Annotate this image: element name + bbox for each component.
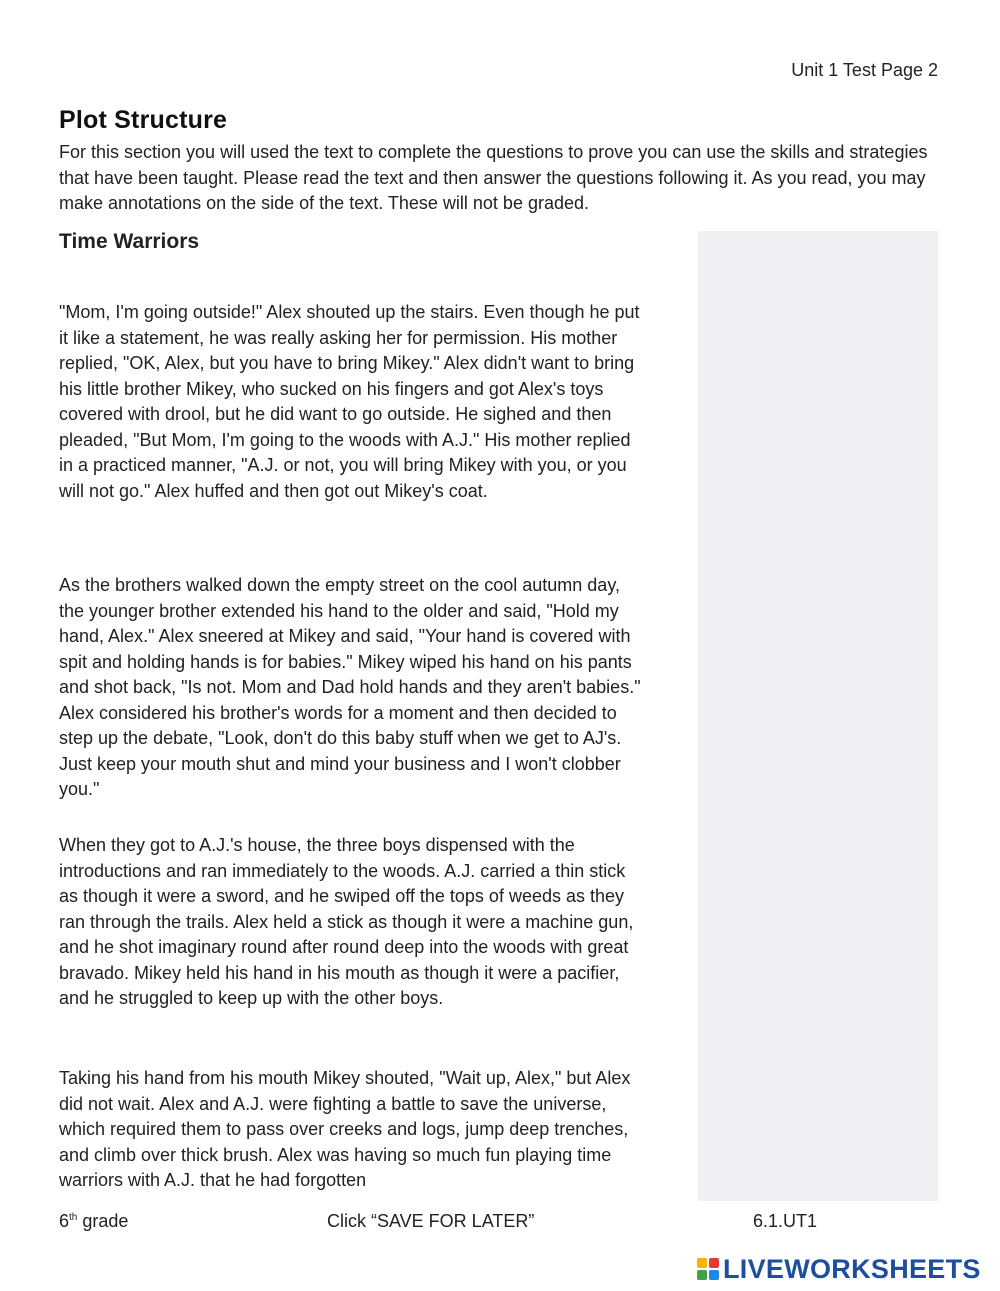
brand-block-icon (697, 1270, 707, 1280)
footer-instruction: Click “SAVE FOR LATER” (327, 1211, 535, 1231)
story-title: Time Warriors (59, 230, 200, 253)
brand-blocks-icon (697, 1258, 719, 1280)
grade-number: 6 (59, 1211, 70, 1231)
section-intro: For this section you will used the text to complete the questions to prove you can use the skills and strategies that have been taught. Please read the text and then answer the questions following it. As you read, you may make annotations on the side of the text. These will not be graded. (59, 142, 928, 213)
grade-word: grade (77, 1211, 129, 1231)
annotation-panel[interactable] (698, 231, 938, 1201)
story-paragraph: When they got to A.J.'s house, the three boys dispensed with the introductions and ran immediately to the woods. A.J. carried a thin stick as though it were a sword, and he swiped off the tops of weeds as they ran through the trails. Alex held a stick as though it were a machine gun, and he shot imaginary round after round deep into the woods with great bravado. Mikey held his hand in his mouth as though it were a pacifier, and he struggled to keep up with the other boys. (59, 835, 634, 1008)
brand-block-icon (709, 1270, 719, 1280)
page-label: Unit 1 Test Page 2 (791, 60, 938, 80)
grade-suffix: th (69, 1212, 78, 1223)
story-paragraph: Taking his hand from his mouth Mikey shouted, "Wait up, Alex," but Alex did not wait. Alex and A.J. were fighting a battle to save the universe, which required them to pass over creeks and logs, jump deep trenches, and climb over thick brush. Alex was having so much fun playing time warriors with A.J. that he had forgotten (59, 1068, 631, 1190)
footer-code: 6.1.UT1 (753, 1211, 818, 1231)
brand-name: LIVEWORKSHEETS (723, 1253, 981, 1284)
section-title: Plot Structure (59, 106, 228, 134)
story-paragraph: "Mom, I'm going outside!" Alex shouted up the stairs. Even though he put it like a statement, he was really asking her for permission. His mother replied, "OK, Alex, but you have to bring Mikey." Alex didn't want to bring his little brother Mikey, who sucked on his fingers and got Alex's toys covered with drool, but he did want to go outside. He sighed and then pleaded, "But Mom, I'm going to the woods with A.J." His mother replied in a practiced manner, "A.J. or not, you will bring Mikey with you, or you will not go." Alex huffed and then got out Mikey's coat. (59, 302, 640, 501)
story-paragraph: As the brothers walked down the empty street on the cool autumn day, the younger brother extended his hand to the older and said, "Hold my hand, Alex." Alex sneered at Mikey and said, "Your hand is covered with spit and holding hands is for babies." Mikey wiped his hand on his pants and shot back, "Is not. Mom and Dad hold hands and they aren't babies." Alex considered his brother's words for a moment and then decided to step up the debate, "Look, don't do this baby stuff when we get to AJ's. Just keep your mouth shut and mind your business and I won't clobber you." (59, 575, 641, 799)
brand-block-icon (709, 1258, 719, 1268)
brand-block-icon (697, 1258, 707, 1268)
brand-logo[interactable] (697, 1254, 981, 1284)
footer-grade (59, 1211, 128, 1232)
